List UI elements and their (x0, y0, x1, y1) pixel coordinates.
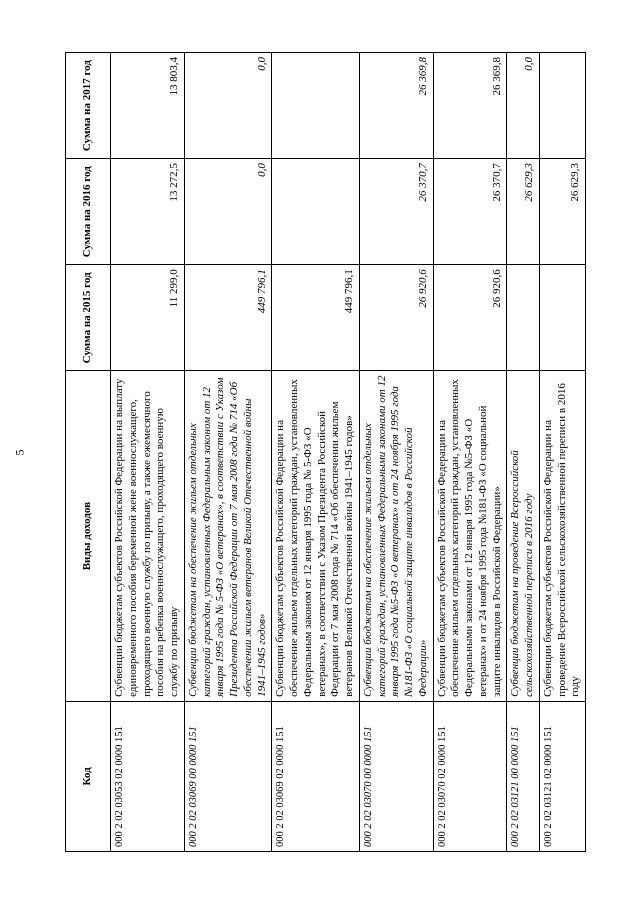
row-sum-2016: 13 272,5 (111, 159, 185, 265)
table-row (272, 53, 360, 852)
table-row (184, 53, 272, 852)
row-code: 000 2 02 03069 00 0000 151 (184, 701, 272, 851)
row-revenue-type: Субвенции бюджетам субъектов Российской Федерации на обеспечение жильем отдельных категорий граждан, установленных Федеральными законами от 12 января 1995 года №5-ФЗ «О ветеранах» и от 24 ноября 1995 года №181-ФЗ «О социальной защите инвалидов в Российской Федерации» (433, 371, 507, 701)
row-sum-2015 (507, 265, 540, 371)
header-sum-2017: Сумма на 2017 год (66, 53, 111, 159)
row-sum-2015: 11 299,0 (111, 265, 185, 371)
table-row (359, 53, 433, 852)
table-row (433, 53, 507, 852)
row-code: 000 2 02 03121 00 0000 151 (507, 701, 540, 851)
row-sum-2015 (539, 265, 585, 371)
row-sum-2016: 26 629,3 (507, 159, 540, 265)
header-code: Код (66, 701, 111, 851)
row-sum-2016: 26 370,7 (359, 159, 433, 265)
row-revenue-type: Субвенции бюджетам субъектов Российской Федерации на обеспечение жильем отдельных категорий граждан, установленных Федеральным законом от 12 января 1995 года № 5-ФЗ «О ветеранах», в соответствии с Указом Президента Российской Федерации от 7 мая 2008 года № 714 «Об обеспечении жильем ветеранов Великой Отечественной войны 1941–1945 годов» (272, 371, 360, 701)
page-number: 5 (12, 449, 27, 456)
row-sum-2017 (539, 53, 585, 159)
table-row (507, 53, 540, 852)
revenue-table-wrapper (65, 52, 582, 852)
row-revenue-type: Субвенции бюджетам субъектов Российской Федерации на проведение Всероссийской сельскохозяйственной переписи в 2016 году (539, 371, 585, 701)
row-sum-2017 (272, 53, 360, 159)
row-sum-2017: 0,0 (184, 53, 272, 159)
table-row (111, 53, 185, 852)
row-code: 000 2 02 03070 00 0000 151 (359, 701, 433, 851)
header-revenue-type: Виды доходов (66, 371, 111, 701)
row-sum-2015: 26 920,6 (359, 265, 433, 371)
row-revenue-type: Субвенции бюджетам на проведение Всероссийской сельскохозяйственной переписи в 2016 году (507, 371, 540, 701)
row-sum-2016: 26 629,3 (539, 159, 585, 265)
row-code: 000 2 02 03121 02 0000 151 (539, 701, 585, 851)
row-revenue-type: Субвенции бюджетам на обеспечение жильем отдельных категорий граждан, установленных Федеральным законом от 12 января 1995 года № 5-ФЗ «О ветеранах», в соответствии с Указом Президента Российской Федерации от 7 мая 2008 года № 714 «Об обеспечении жильем ветеранов Великой Отечественной войны 1941–1945 годов» (184, 371, 272, 701)
row-sum-2017: 26 369,8 (433, 53, 507, 159)
row-sum-2016 (272, 159, 360, 265)
row-sum-2016: 26 370,7 (433, 159, 507, 265)
row-sum-2015: 449 796,1 (272, 265, 360, 371)
header-sum-2016: Сумма на 2016 год (66, 159, 111, 265)
row-code: 000 2 02 03070 02 0000 151 (433, 701, 507, 851)
row-sum-2017: 13 803,4 (111, 53, 185, 159)
row-code: 000 2 02 03069 02 0000 151 (272, 701, 360, 851)
row-sum-2015: 449 796,1 (184, 265, 272, 371)
row-sum-2016: 0,0 (184, 159, 272, 265)
row-sum-2017: 0,0 (507, 53, 540, 159)
table-header-row (66, 53, 111, 852)
revenue-table (65, 52, 586, 852)
table-row (539, 53, 585, 852)
row-code: 000 2 02 03053 02 0000 151 (111, 701, 185, 851)
header-sum-2015: Сумма на 2015 год (66, 265, 111, 371)
row-sum-2017: 26 369,8 (359, 53, 433, 159)
row-revenue-type: Субвенции бюджетам на обеспечение жильем отдельных категорий граждан, установленных Федеральными законами от 12 января 1995 года №5-ФЗ «О ветеранах» и от 24 ноября 1995 года №181-ФЗ «О социальной защите инвалидов в Российской Федерации» (359, 371, 433, 701)
row-sum-2015: 26 920,6 (433, 265, 507, 371)
row-revenue-type: Субвенции бюджетам субъектов Российской Федерации на выплату единовременного пособия беременной жене военнослужащего, проходящего военную службу по призыву, а также ежемесячного пособия на ребенка военнослужащего, проходящего военную службу по призыву (111, 371, 185, 701)
